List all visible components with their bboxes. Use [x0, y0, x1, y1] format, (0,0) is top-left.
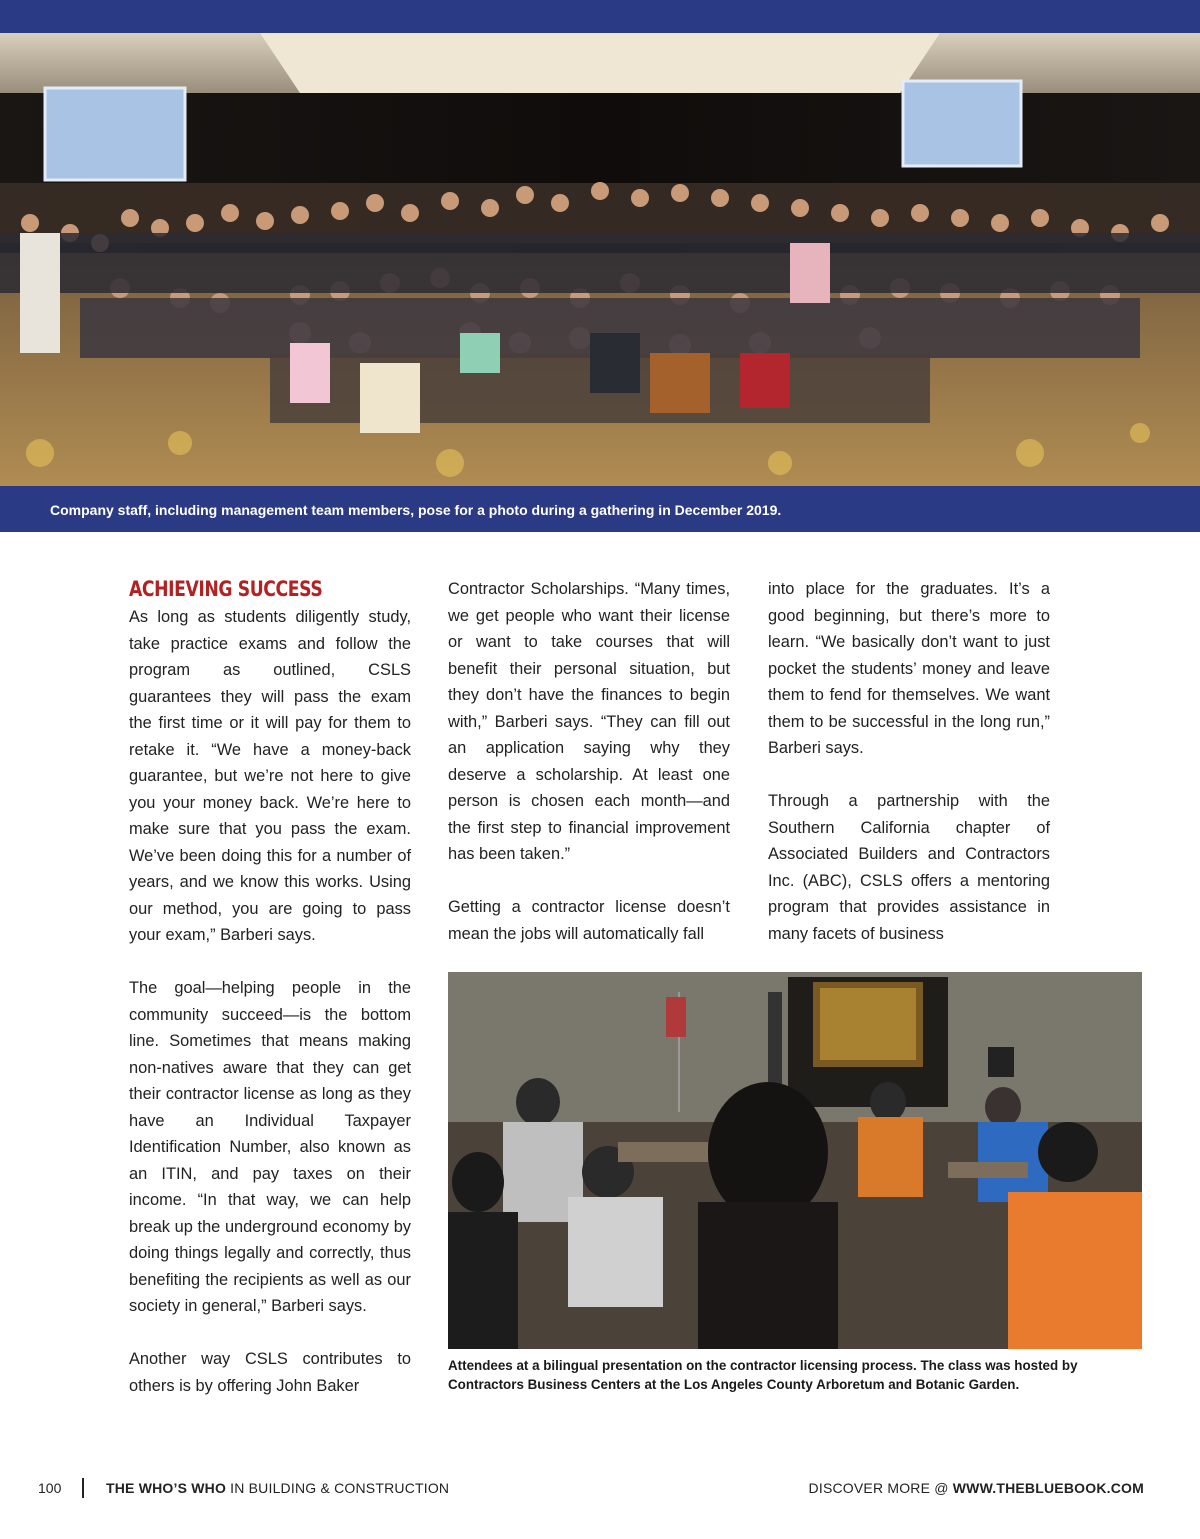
article-column-left: [129, 576, 411, 1399]
page-number: 100: [38, 1480, 62, 1496]
publication-title-bold: THE WHO’S WHO: [106, 1480, 227, 1496]
group-photo-illustration: [0, 33, 1200, 486]
paragraph: Another way CSLS contributes to others is by offering John Baker: [129, 1350, 411, 1395]
page-footer: [0, 1478, 1200, 1502]
article-column-middle: [448, 576, 730, 947]
section-heading: ACHIEVING SUCCESS: [129, 577, 323, 601]
paragraph: As long as students diligently study, take practice exams and follow the program as outlined, CSLS guarantees they will pass the exam the first time or it will pay for them to retake it. “We have a money-back guarantee, but we’re not here to give you your money back. We’re here to make sure that you pass the exam. We’ve been doing this for a number of years, and we know this works. Using our method, you are going to pass your exam,” Barberi says.: [129, 608, 411, 944]
article-column-right: [768, 576, 1050, 947]
group-photo-caption-bar: [0, 486, 1200, 532]
paragraph: into place for the graduates. It’s a good beginning, but there’s more to learn. “We basically don’t want to just pocket the students’ money and leave them to fend for themselves. We want them to be successful in the long run,” Barberi says.: [768, 580, 1050, 757]
top-color-bar: [0, 0, 1200, 33]
discover-prefix: DISCOVER MORE @: [808, 1480, 953, 1496]
group-photo-caption: Company staff, including management team members, pose for a photo during a gathering in December 2019.: [50, 502, 782, 518]
classroom-photo-caption: Attendees at a bilingual presentation on the contractor licensing process. The class was hosted by Contractors Business Centers at the Los Angeles County Arboretum and Botanic Garden.: [448, 1358, 1078, 1392]
classroom-photo-illustration: [448, 972, 1142, 1349]
publication-title-rest: IN BUILDING & CONSTRUCTION: [226, 1480, 450, 1496]
publication-title: [106, 1480, 449, 1496]
discover-more: [809, 1480, 1144, 1496]
paragraph: Through a partnership with the Southern California chapter of Associated Builders and Contractors Inc. (ABC), CSLS offers a mentoring program that provides assistance in many facets of business: [768, 792, 1050, 943]
discover-url-link[interactable]: WWW.THEBLUEBOOK.COM: [952, 1480, 1144, 1496]
paragraph: Contractor Scholarships. “Many times, we get people who want their license or want to take courses that will benefit their personal situation, but they don’t have the finances to begin with,” Barberi says. “They can fill out an application saying why they deserve a scholarship. At least one person is chosen each month—and the first step to financial improvement has been taken.”: [448, 580, 730, 863]
group-photo: [0, 33, 1200, 486]
paragraph: Getting a contractor license doesn’t mean the jobs will automatically fall: [448, 898, 730, 943]
paragraph: The goal—helping people in the community succeed—is the bottom line. Sometimes that means making non-natives aware that they can get their contractor license as long as they have an Individual Taxpayer Identification Number, also known as an ITIN, and pay taxes on their income. “In that way, we can help break up the underground economy by doing things legally and correctly, thus benefiting the recipients as well as our society in general,” Barberi says.: [129, 979, 411, 1315]
classroom-photo: [448, 972, 1142, 1349]
footer-divider: [82, 1478, 84, 1498]
